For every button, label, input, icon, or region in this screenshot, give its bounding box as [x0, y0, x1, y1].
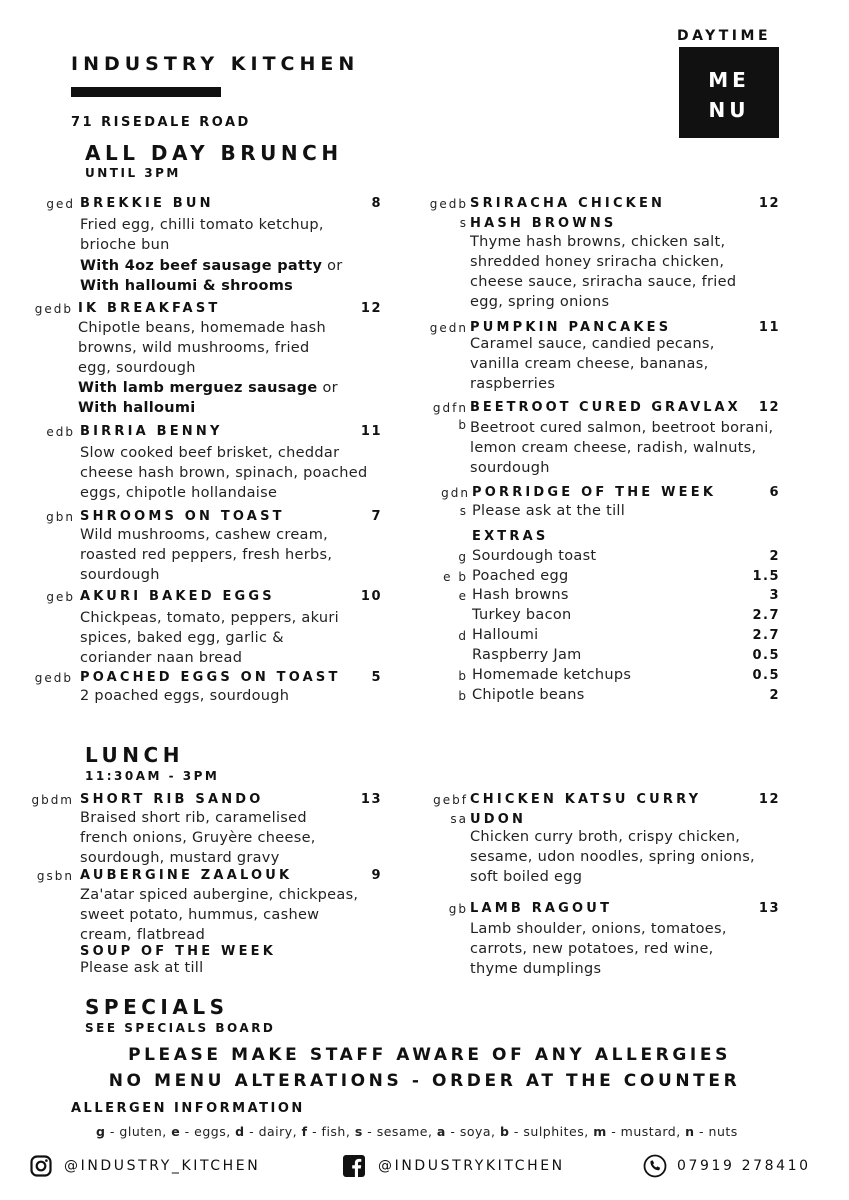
allergen-codes: gedb: [34, 302, 73, 316]
extra-item: Chipotle beans: [472, 687, 585, 703]
allergen-codes: d: [458, 629, 468, 643]
facebook-handle[interactable]: @INDUSTRYKITCHEN: [378, 1158, 565, 1174]
title-underline: [71, 87, 221, 97]
item-name: AKURI BAKED EGGS: [80, 589, 275, 604]
item-name: IK BREAKFAST: [78, 301, 221, 316]
allergen-legend: [96, 1124, 738, 1139]
menu-badge: [679, 47, 779, 138]
item-name-line2: UDON: [470, 812, 527, 827]
brunch-title: ALL DAY BRUNCH: [85, 141, 343, 165]
legend-label: - mustard,: [606, 1124, 686, 1139]
allergen-codes: gb: [448, 902, 468, 916]
item-name: SRIRACHA CHICKEN: [470, 196, 666, 211]
item-description: Thyme hash browns, chicken salt, shredded honey sriracha chicken, cheese sauce, sriracha sauce, fried egg, spring onions: [470, 234, 737, 310]
item-description: Chickpeas, tomato, peppers, akuri spices, baked egg, garlic & coriander naan bread: [80, 610, 339, 666]
allergen-codes: s: [459, 504, 468, 518]
legend-label: - gluten,: [105, 1124, 172, 1139]
legend-code: a: [436, 1124, 446, 1139]
item-description: Caramel sauce, candied pecans, vanilla cream cheese, bananas, raspberries: [470, 336, 715, 392]
extra-price: 3: [769, 588, 780, 603]
item-price: 13: [758, 901, 780, 916]
menu-badge-line2: NU: [708, 98, 750, 122]
phone-icon[interactable]: [643, 1154, 667, 1178]
legend-label: - nuts: [694, 1124, 738, 1139]
legend-label: - sesame,: [362, 1124, 437, 1139]
legend-code: n: [685, 1124, 695, 1139]
item-price: 12: [360, 301, 382, 316]
extra-price: 2: [769, 549, 780, 564]
legend-label: - sulphites,: [509, 1124, 594, 1139]
menu-badge-line1: ME: [708, 68, 750, 92]
instagram-handle[interactable]: @INDUSTRY_KITCHEN: [64, 1158, 261, 1174]
extra-item: Raspberry Jam: [472, 647, 582, 663]
item-price: 5: [371, 670, 382, 685]
specials-subtitle: SEE SPECIALS BOARD: [85, 1021, 276, 1035]
facebook-icon[interactable]: [343, 1155, 365, 1177]
legend-code: e: [171, 1124, 181, 1139]
restaurant-name: INDUSTRY KITCHEN: [71, 53, 360, 75]
allergen-codes: ged: [46, 197, 75, 211]
brunch-subtitle: UNTIL 3PM: [85, 166, 181, 180]
item-options: [78, 378, 368, 418]
extra-price: 0.5: [752, 648, 780, 663]
allergen-codes: gbdm: [31, 793, 74, 807]
legend-label: - fish,: [307, 1124, 355, 1139]
legend-code: b: [499, 1124, 510, 1139]
item-description: Lamb shoulder, onions, tomatoes, carrots, new potatoes, red wine, thyme dumplings: [470, 921, 727, 977]
allergen-codes: gedb: [429, 197, 468, 211]
item-description: 2 poached eggs, sourdough: [80, 688, 290, 704]
item-price: 11: [758, 320, 780, 335]
item-description: Fried egg, chilli tomato ketchup, brioche bun: [80, 217, 324, 253]
extras-title: EXTRAS: [472, 529, 549, 544]
item-price: 12: [758, 196, 780, 211]
item-name: LAMB RAGOUT: [470, 901, 613, 916]
item-description: Beetroot cured salmon, beetroot borani, lemon cream cheese, radish, walnuts, sourdough: [470, 420, 774, 476]
item-price: 11: [360, 424, 382, 439]
item-name: SOUP OF THE WEEK: [80, 944, 277, 959]
lunch-subtitle: 11:30AM - 3PM: [85, 769, 220, 783]
allergen-codes: g: [458, 550, 468, 564]
allergen-codes: b: [458, 418, 468, 432]
allergen-codes: gebf: [433, 793, 468, 807]
item-option: With halloumi: [78, 400, 196, 416]
item-option-or: or: [317, 380, 338, 396]
item-price: 9: [371, 868, 382, 883]
item-name: BIRRIA BENNY: [80, 424, 223, 439]
item-name: PORRIDGE OF THE WEEK: [472, 485, 717, 500]
phone-number[interactable]: 07919 278410: [677, 1158, 811, 1174]
allergen-codes: e b: [443, 570, 468, 584]
item-price: 10: [360, 589, 382, 604]
item-name: SHORT RIB SANDO: [80, 792, 264, 807]
legend-code: g: [96, 1124, 106, 1139]
extra-price: 1.5: [752, 569, 780, 584]
item-description: Chicken curry broth, crispy chicken, sesame, udon noodles, spring onions, soft boiled egg: [470, 829, 755, 885]
item-name: BREKKIE BUN: [80, 196, 214, 211]
item-name: CHICKEN KATSU CURRY: [470, 792, 702, 807]
item-description: Braised short rib, caramelised french onions, Gruyère cheese, sourdough, mustard gravy: [80, 810, 316, 866]
item-name: PUMPKIN PANCAKES: [470, 320, 672, 335]
legend-code: s: [354, 1124, 363, 1139]
item-description: Please ask at the till: [472, 503, 626, 519]
extra-item: Hash browns: [472, 587, 569, 603]
extra-price: 0.5: [752, 668, 780, 683]
allergen-codes: b: [458, 669, 468, 683]
extra-item: Turkey bacon: [472, 607, 572, 623]
item-description: Slow cooked beef brisket, cheddar cheese hash brown, spinach, poached eggs, chipotle hollandaise: [80, 445, 368, 501]
item-price: 13: [360, 792, 382, 807]
item-name: SHROOMS ON TOAST: [80, 509, 285, 524]
extra-price: 2.7: [752, 608, 780, 623]
item-name-line2: HASH BROWNS: [470, 216, 617, 231]
legend-label: - soya,: [445, 1124, 500, 1139]
item-option: With 4oz beef sausage patty: [80, 258, 323, 274]
allergen-codes: sa: [450, 812, 468, 826]
extra-item: Homemade ketchups: [472, 667, 632, 683]
extra-item: Sourdough toast: [472, 548, 597, 564]
allergen-codes: gbn: [46, 510, 75, 524]
legend-code: m: [593, 1124, 607, 1139]
allergen-codes: gedn: [429, 321, 468, 335]
allergy-notice: PLEASE MAKE STAFF AWARE OF ANY ALLERGIES: [128, 1045, 731, 1065]
instagram-icon[interactable]: [30, 1155, 52, 1177]
item-description: Wild mushrooms, cashew cream, roasted red peppers, fresh herbs, sourdough: [80, 527, 333, 583]
item-options: [80, 256, 370, 296]
allergen-codes: gedb: [34, 671, 73, 685]
allergen-codes: s: [459, 216, 468, 230]
extra-item: Halloumi: [472, 627, 539, 643]
allergen-codes: gdfn: [432, 401, 468, 415]
allergen-codes: edb: [46, 425, 75, 439]
item-description: Please ask at till: [80, 960, 204, 976]
legend-label: - eggs,: [180, 1124, 236, 1139]
specials-title: SPECIALS: [85, 995, 229, 1019]
item-option-or: or: [322, 258, 343, 274]
legend-code: f: [301, 1124, 308, 1139]
item-option: With lamb merguez sausage: [78, 380, 318, 396]
address: 71 RISEDALE ROAD: [71, 115, 251, 130]
legend-label: - dairy,: [244, 1124, 302, 1139]
daytime-label: DAYTIME: [677, 28, 772, 44]
lunch-title: LUNCH: [85, 743, 184, 767]
allergen-codes: e: [458, 589, 468, 603]
extra-price: 2.7: [752, 628, 780, 643]
extra-item: Poached egg: [472, 568, 569, 584]
allergen-codes: gdn: [441, 486, 470, 500]
extra-price: 2: [769, 688, 780, 703]
item-price: 8: [371, 196, 382, 211]
item-name: POACHED EGGS ON TOAST: [80, 670, 341, 685]
item-price: 6: [769, 485, 780, 500]
alterations-notice: NO MENU ALTERATIONS - ORDER AT THE COUNTER: [108, 1071, 741, 1091]
item-price: 7: [371, 509, 382, 524]
item-description: Za'atar spiced aubergine, chickpeas, sweet potato, hummus, cashew cream, flatbread: [80, 887, 359, 943]
item-name: BEETROOT CURED GRAVLAX: [470, 400, 741, 415]
allergen-codes: b: [458, 689, 468, 703]
item-name: AUBERGINE ZAALOUK: [80, 868, 293, 883]
allergen-info-title: ALLERGEN INFORMATION: [71, 1101, 305, 1116]
item-option: With halloumi & shrooms: [80, 278, 294, 294]
legend-code: d: [235, 1124, 245, 1139]
allergen-codes: gsbn: [36, 869, 74, 883]
item-price: 12: [758, 400, 780, 415]
item-price: 12: [758, 792, 780, 807]
allergen-codes: geb: [46, 590, 75, 604]
item-description: Chipotle beans, homemade hash browns, wild mushrooms, fried egg, sourdough: [78, 320, 327, 376]
